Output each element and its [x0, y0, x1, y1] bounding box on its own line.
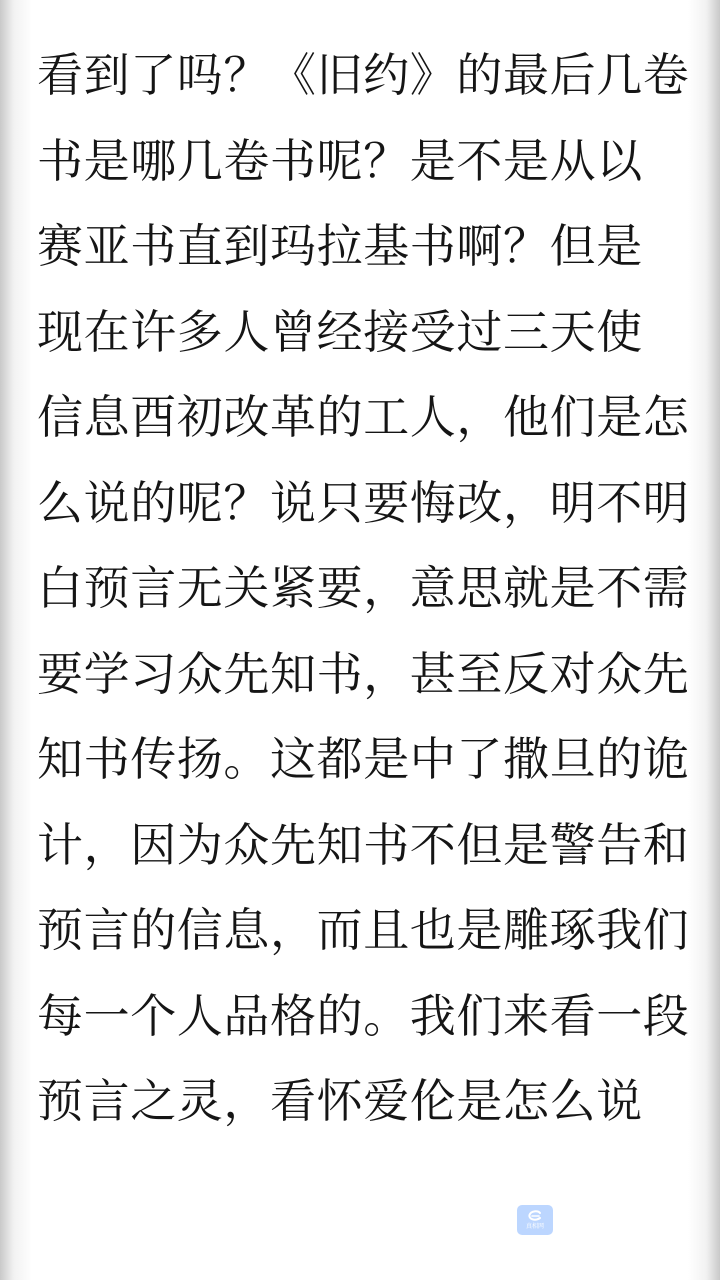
text-line: 现在许多人曾经接受过三天使	[37, 304, 643, 359]
text-line: 知书传扬。这都是中了撒旦的诡	[37, 732, 690, 786]
text-line: 每一个人品格的。我们来看一段	[37, 988, 690, 1043]
logo-icon	[527, 1210, 543, 1222]
text-line: 预言之灵，看怀爱伦是怎么说	[37, 1074, 643, 1128]
text-line: 要学习众先知书，甚至反对众先	[37, 646, 690, 701]
text-line: 么说的呢？说只要悔改，明不明	[37, 475, 690, 530]
text-line: 白预言无关紧要，意思就是不需	[37, 561, 690, 615]
text-line: 赛亚书直到玛拉基书啊？但是	[37, 219, 643, 273]
watermark-logo	[517, 1205, 553, 1235]
text-line: 计，因为众先知书不但是警告和	[37, 817, 690, 872]
text-line: 信息酉初改革的工人，他们是怎	[37, 390, 690, 444]
text-line: 预言的信息，而且也是雕琢我们	[37, 903, 690, 957]
text-line: 书是哪几卷书呢？是不是从以	[37, 133, 643, 188]
text-line: 看到了吗？《旧约》的最后几卷	[37, 48, 690, 102]
watermark-text: 真相网	[525, 1223, 544, 1230]
document-text	[37, 36, 690, 1148]
